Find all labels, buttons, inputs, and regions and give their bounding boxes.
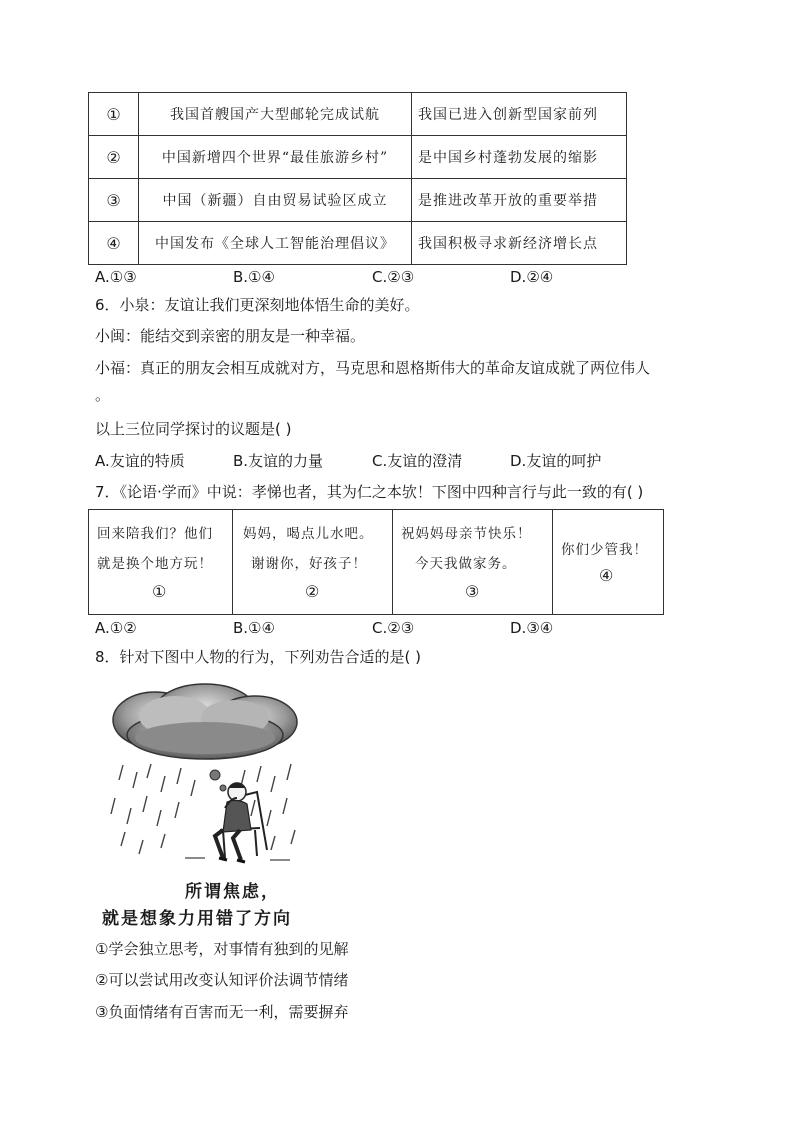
storm-cloud [113, 684, 297, 759]
speech-line: 祝妈妈母亲节快乐！ [401, 526, 532, 542]
q6-option-a[interactable]: A.友谊的特质 [95, 452, 185, 470]
row-number: ② [89, 136, 139, 179]
q5-table [88, 92, 627, 265]
row-number: ① [89, 93, 139, 136]
q5-option-c[interactable]: C.②③ [372, 268, 415, 286]
row-number: ③ [89, 179, 139, 222]
event-cell: 中国（新疆）自由贸易试验区成立 [139, 179, 412, 222]
meaning-cell: 是中国乡村蓬勃发展的缩影 [412, 136, 627, 179]
q7-stem: 7．《论语·学而》中说：孝悌也者，其为仁之本欤！下图中四种言行与此一致的有( ) [95, 483, 644, 501]
meaning-cell: 我国积极寻求新经济增长点 [412, 222, 627, 265]
speech-line: 谢谢你，好孩子！ [251, 556, 367, 572]
meaning-cell: 我国已进入创新型国家前列 [412, 93, 627, 136]
q8-item-3: ③负面情绪有百害而无一利，需要摒弃 [95, 1003, 349, 1021]
q7-option-d[interactable]: D.③④ [510, 619, 554, 637]
table-row [89, 136, 627, 179]
worried-person [215, 783, 251, 862]
speech-line: 你们少管我！ [561, 542, 648, 558]
table-row [89, 179, 627, 222]
q6-option-d[interactable]: D.友谊的呵护 [510, 452, 602, 470]
illustration-caption-1: 所谓焦虑， [185, 882, 280, 902]
speech-line: 就是换个地方玩！ [97, 556, 213, 572]
speech-box-4 [553, 510, 663, 614]
q8-item-2: ②可以尝试用改变认知评价法调节情绪 [95, 971, 349, 989]
speech-line: 今天我做家务。 [415, 556, 517, 572]
table-row [89, 93, 627, 136]
q6-line-1: 6．小泉：友谊让我们更深刻地体悟生命的美好。 [95, 296, 420, 314]
box-number: ① [152, 582, 167, 601]
q8-stem: 8．针对下图中人物的行为，下列劝告合适的是( ) [95, 648, 422, 666]
box-number: ③ [465, 582, 480, 601]
box-number: ② [305, 582, 320, 601]
q6-question: 以上三位同学探讨的议题是( ) [95, 420, 292, 438]
q8-item-1: ①学会独立思考，对事情有独到的见解 [95, 940, 349, 958]
speech-line: 妈妈，喝点儿水吧。 [243, 526, 374, 542]
thought-bubbles [210, 770, 226, 791]
speech-box-1 [89, 510, 233, 614]
q5-option-d[interactable]: D.②④ [510, 268, 554, 286]
q6-option-b[interactable]: B.友谊的力量 [233, 452, 324, 470]
event-cell: 我国首艘国产大型邮轮完成试航 [139, 93, 412, 136]
speech-box-2 [233, 510, 393, 614]
meaning-cell: 是推进改革开放的重要举措 [412, 179, 627, 222]
anxiety-illustration [95, 680, 330, 875]
q7-option-b[interactable]: B.①④ [233, 619, 275, 637]
rain-streaks [111, 764, 295, 854]
row-number: ④ [89, 222, 139, 265]
q6-line-2: 小闽：能结交到亲密的朋友是一种幸福。 [95, 327, 366, 345]
q5-option-a[interactable]: A.①③ [95, 268, 137, 286]
q5-option-b[interactable]: B.①④ [233, 268, 275, 286]
q7-option-c[interactable]: C.②③ [372, 619, 415, 637]
q7-option-a[interactable]: A.①② [95, 619, 137, 637]
speech-line: 回来陪我们？他们 [97, 526, 213, 542]
speech-box-3 [393, 510, 553, 614]
box-number: ④ [599, 566, 614, 585]
q6-line-3: 小福：真正的朋友会相互成就对方，马克思和恩格斯伟大的革命友谊成就了两位伟人 [95, 359, 651, 377]
illustration-caption-2: 就是想象力用错了方向 [102, 909, 292, 929]
event-cell: 中国发布《全球人工智能治理倡议》 [139, 222, 412, 265]
q7-speech-boxes [88, 509, 664, 615]
table-row [89, 222, 627, 265]
q6-line-4: 。 [95, 386, 111, 404]
q6-option-c[interactable]: C.友谊的澄清 [372, 452, 463, 470]
event-cell: 中国新增四个世界“最佳旅游乡村” [139, 136, 412, 179]
